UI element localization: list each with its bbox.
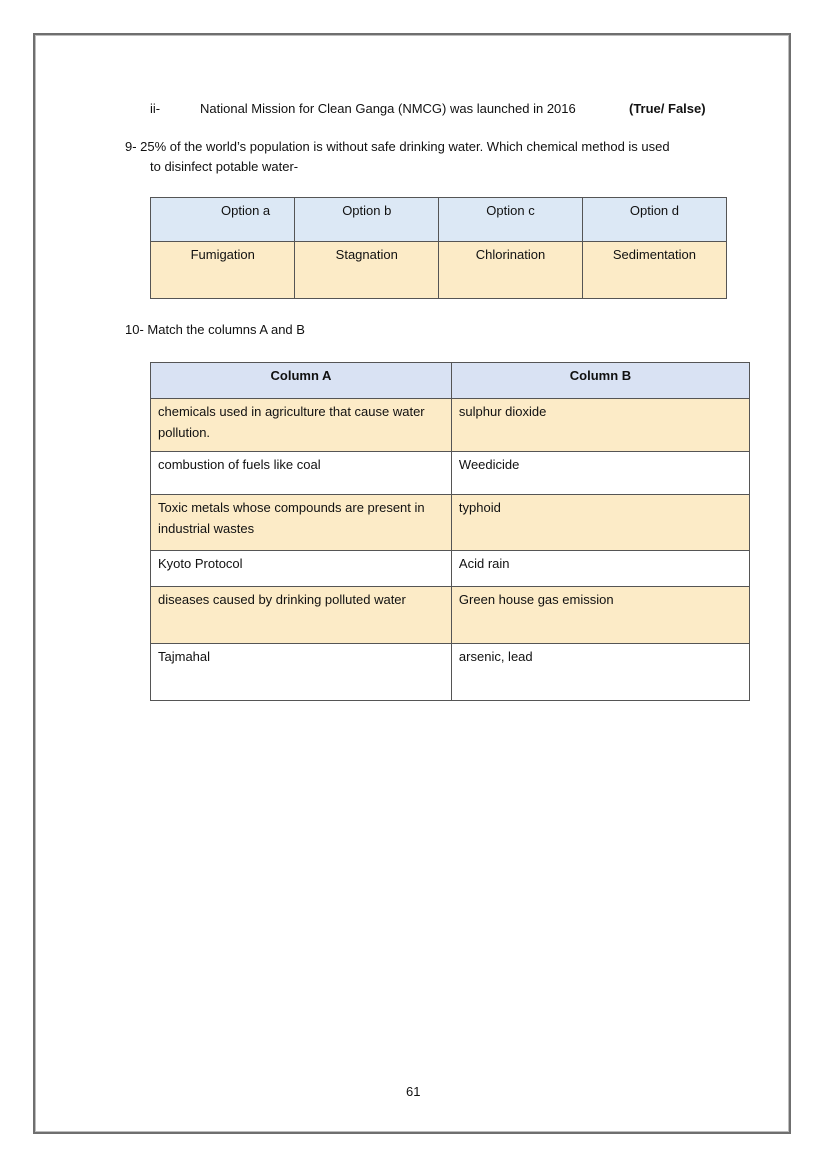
column-a-cell xyxy=(151,551,452,587)
option-d-cell xyxy=(582,242,726,299)
option-b-value: Stagnation xyxy=(335,247,398,262)
page-number: 61 xyxy=(406,1084,421,1099)
column-b-cell xyxy=(451,452,749,495)
option-c-cell xyxy=(439,242,583,299)
column-a-text: Tajmahal xyxy=(158,649,211,664)
option-b-header: Option b xyxy=(342,203,392,218)
option-b-cell xyxy=(295,242,439,299)
column-b-header: Column B xyxy=(569,368,632,383)
option-a-cell xyxy=(151,242,295,299)
options-table xyxy=(150,197,727,299)
option-d-value: Sedimentation xyxy=(612,247,696,262)
option-d-header: Option d xyxy=(629,203,680,218)
column-a-cell xyxy=(151,495,452,551)
question-9-line2: to disinfect potable water- xyxy=(150,159,299,174)
table-row xyxy=(151,644,750,701)
statement-text: National Mission for Clean Ganga (NMCG) was launched in 2016 xyxy=(200,101,576,116)
column-b-text: sulphur dioxide xyxy=(458,404,547,419)
column-b-cell xyxy=(451,495,749,551)
column-b-cell xyxy=(451,644,749,701)
column-b-text: typhoid xyxy=(458,500,501,515)
question-10-title: 10- Match the columns A and B xyxy=(125,322,305,337)
option-a-header: Option a xyxy=(221,203,271,218)
column-b-text: arsenic, lead xyxy=(458,649,533,664)
column-a-text: Kyoto Protocol xyxy=(158,556,243,571)
table-row xyxy=(151,495,750,551)
column-a-header: Column A xyxy=(270,368,332,383)
table-row xyxy=(151,551,750,587)
column-a-text: combustion of fuels like coal xyxy=(158,457,321,472)
column-b-cell xyxy=(451,551,749,587)
column-b-text: Green house gas emission xyxy=(458,592,614,607)
table-row xyxy=(151,452,750,495)
column-b-cell xyxy=(451,399,749,452)
option-c-header-cell xyxy=(439,198,583,242)
table-row xyxy=(151,587,750,644)
option-b-header-cell xyxy=(295,198,439,242)
option-a-header-cell xyxy=(151,198,295,242)
column-a-cell xyxy=(151,452,452,495)
option-c-header: Option c xyxy=(486,203,535,218)
true-false-hint: (True/ False) xyxy=(629,101,706,116)
option-d-header-cell xyxy=(582,198,726,242)
column-b-cell xyxy=(451,587,749,644)
option-a-value: Fumigation xyxy=(190,247,255,262)
column-a-header-cell xyxy=(151,363,452,399)
match-table xyxy=(150,362,750,701)
column-a-cell xyxy=(151,399,452,452)
column-a-cell xyxy=(151,644,452,701)
column-a-text: diseases caused by drinking polluted water xyxy=(158,592,406,607)
column-a-cell xyxy=(151,587,452,644)
column-b-text: Acid rain xyxy=(458,556,510,571)
column-a-text: chemicals used in agriculture that cause water pollution. xyxy=(158,404,425,440)
question-9-line1: 9- 25% of the world’s population is without safe drinking water. Which chemical method is used xyxy=(125,139,670,154)
table-row xyxy=(151,399,750,452)
statement-label: ii- xyxy=(150,101,161,116)
option-c-value: Chlorination xyxy=(475,247,546,262)
column-b-header-cell xyxy=(451,363,749,399)
column-b-text: Weedicide xyxy=(458,457,520,472)
column-a-text: Toxic metals whose compounds are present in industrial wastes xyxy=(158,500,425,536)
